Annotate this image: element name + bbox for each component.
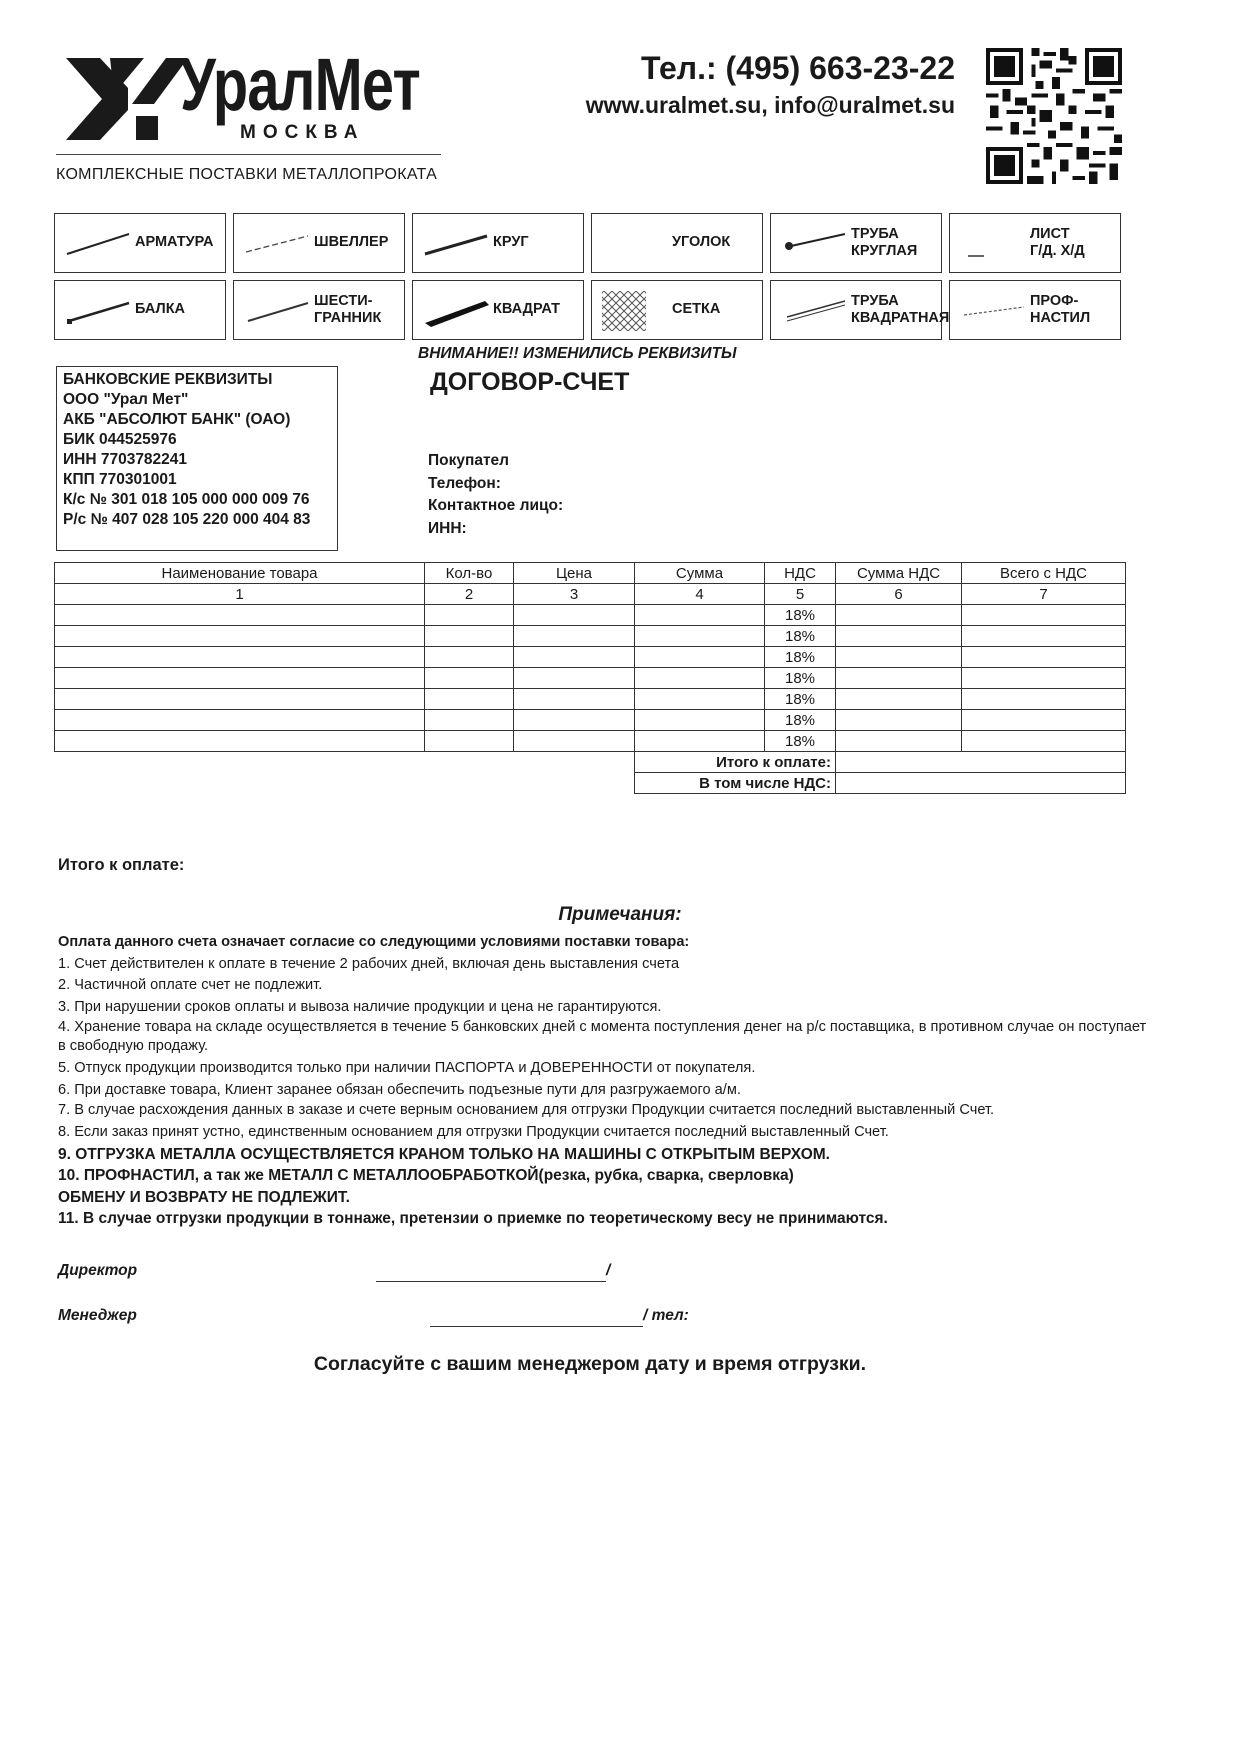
table-cell[interactable] <box>55 647 425 668</box>
buyer-inn-label: ИНН: <box>428 519 467 537</box>
buyer-label: Покупател <box>428 452 510 469</box>
table-cell[interactable] <box>55 731 425 752</box>
table-cell[interactable] <box>514 605 635 626</box>
category-label-line: КРУГЛАЯ <box>851 243 918 259</box>
tagline: КОМПЛЕКСНЫЕ ПОСТАВКИ МЕТАЛЛОПРОКАТА <box>56 166 438 183</box>
table-cell[interactable] <box>55 710 425 731</box>
category-label <box>314 214 400 272</box>
category-label <box>1030 281 1116 339</box>
category-label-line: АРМАТУРА <box>135 234 214 251</box>
notes-intro: Оплата данного счета означает согласие со следующими условиями поставки товара: <box>58 934 690 950</box>
director-signature-line[interactable] <box>376 1281 606 1282</box>
category-tile <box>949 213 1121 273</box>
notes-title: Примечания: <box>558 904 682 925</box>
square-bar-icon <box>421 291 493 331</box>
table-cell[interactable] <box>425 689 514 710</box>
square-pipe-icon <box>779 291 851 331</box>
category-tile <box>233 280 405 340</box>
category-label-line: СЕТКА <box>672 301 721 318</box>
category-label-line: УГОЛОК <box>672 234 731 251</box>
vat-rate-cell: 18% <box>765 626 836 647</box>
table-cell[interactable] <box>425 605 514 626</box>
spacer-cell <box>55 752 635 773</box>
note-item: 3. При нарушении сроков оплаты и вывоза наличие продукции и цена не гарантируются. <box>58 998 662 1015</box>
phone-number: Тел.: (495) 663-23-22 <box>641 50 955 86</box>
table-cell[interactable] <box>836 605 962 626</box>
note-item: 4. Хранение товара на складе осуществляется в течение 5 банковских дней с момента поступления денег на р/с поставщика, в противном случае он поступает в свободную продажу. <box>58 1019 1147 1054</box>
buyer-contact-label: Контактное лицо: <box>428 497 564 514</box>
table-cell[interactable] <box>836 710 962 731</box>
rebar-icon <box>63 224 135 264</box>
note-item: 1. Счет действителен к оплате в течение 2 рабочих дней, включая день выставления счета <box>58 955 680 972</box>
category-label-line: Г/Д. Х/Д <box>1030 243 1085 259</box>
table-cell[interactable] <box>514 668 635 689</box>
category-label <box>851 281 950 339</box>
bank-bik: БИК 044525976 <box>63 431 177 448</box>
column-header: Цена <box>514 563 635 584</box>
note-item: 8. Если заказ принят устно, единственным основанием для отгрузки Продукции считается последний выставленный Счет. <box>58 1124 889 1140</box>
vat-rate-cell: 18% <box>765 605 836 626</box>
category-label <box>1030 214 1116 272</box>
document-title: ДОГОВОР-СЧЕТ <box>430 368 630 396</box>
category-tile <box>233 213 405 273</box>
total-row <box>55 752 1126 773</box>
table-row <box>55 626 1126 647</box>
category-label-line: КВАДРАТ <box>493 301 560 318</box>
table-cell[interactable] <box>836 647 962 668</box>
table-cell[interactable] <box>55 626 425 647</box>
vat-total-row <box>55 773 1126 794</box>
category-label-line: ГРАННИК <box>314 310 382 326</box>
profiled-sheet-icon <box>958 291 1030 331</box>
column-header: Сумма НДС <box>836 563 962 584</box>
category-tile <box>412 213 584 273</box>
category-label-line: БАЛКА <box>135 301 186 318</box>
table-cell[interactable] <box>514 710 635 731</box>
items-table <box>54 562 1126 794</box>
total-row-label: Итого к оплате: <box>635 752 836 773</box>
note-item: 7. В случае расхождения данных в заказе и счете верным основанием для отгрузки Продукции считается последний выставленный Счет. <box>58 1102 995 1118</box>
table-cell[interactable] <box>425 731 514 752</box>
category-label-line: ТРУБА <box>851 292 899 309</box>
bank-title: БАНКОВСКИЕ РЕКВИЗИТЫ <box>63 371 273 388</box>
category-label-line: ТРУБА <box>851 225 899 242</box>
table-cell[interactable] <box>55 668 425 689</box>
vat-rate-cell: 18% <box>765 668 836 689</box>
table-cell[interactable] <box>635 731 765 752</box>
table-cell[interactable] <box>635 689 765 710</box>
table-cell[interactable] <box>962 626 1126 647</box>
footer-note: Согласуйте с вашим менеджером дату и время отгрузки. <box>313 1353 867 1375</box>
table-row <box>55 710 1126 731</box>
category-tile <box>591 280 763 340</box>
column-number: 2 <box>425 584 514 605</box>
beam-icon <box>63 291 135 331</box>
table-cell[interactable] <box>962 689 1126 710</box>
buyer-phone-label: Телефон: <box>428 474 501 492</box>
table-row <box>55 689 1126 710</box>
column-number: 1 <box>55 584 425 605</box>
vat-rate-cell: 18% <box>765 647 836 668</box>
hexagon-bar-icon <box>242 291 314 331</box>
bank-company: ООО "Урал Мет" <box>63 391 189 408</box>
note-item-10-cont: ОБМЕНУ И ВОЗВРАТУ НЕ ПОДЛЕЖИТ. <box>58 1188 350 1206</box>
table-cell[interactable] <box>425 710 514 731</box>
table-row <box>55 647 1126 668</box>
table-cell[interactable] <box>514 731 635 752</box>
buyer-fields <box>428 450 563 540</box>
table-cell[interactable] <box>514 626 635 647</box>
category-label <box>493 214 579 272</box>
table-header-row <box>55 563 1126 584</box>
notes-body <box>58 932 1148 1230</box>
table-row <box>55 731 1126 752</box>
table-cell[interactable] <box>962 710 1126 731</box>
logo-mark <box>66 58 188 140</box>
table-cell[interactable] <box>55 605 425 626</box>
column-number: 6 <box>836 584 962 605</box>
manager-signature-line[interactable] <box>430 1326 643 1327</box>
table-cell[interactable] <box>962 668 1126 689</box>
table-cell[interactable] <box>836 689 962 710</box>
category-label <box>314 281 400 339</box>
vat-total-row-label: В том числе НДС: <box>635 773 836 794</box>
mesh-icon <box>600 291 672 331</box>
table-cell[interactable] <box>55 689 425 710</box>
column-header: Наименование товара <box>55 563 425 584</box>
table-cell[interactable] <box>836 668 962 689</box>
table-cell[interactable] <box>635 668 765 689</box>
category-label <box>851 214 937 272</box>
table-cell[interactable] <box>836 626 962 647</box>
category-label-line: ПРОФ- <box>1030 292 1079 309</box>
manager-label: Менеджер <box>58 1307 137 1324</box>
category-tile <box>54 213 226 273</box>
column-header: Сумма <box>635 563 765 584</box>
table-cell[interactable] <box>425 626 514 647</box>
round-bar-icon <box>421 224 493 264</box>
director-slash: / <box>606 1262 611 1279</box>
note-item-9: 9. ОТГРУЗКА МЕТАЛЛА ОСУЩЕСТВЛЯЕТСЯ КРАНОМ ТОЛЬКО НА МАШИНЫ С ОТКРЫТЫМ ВЕРХОМ. <box>58 1145 830 1163</box>
category-tile <box>949 280 1121 340</box>
note-item-10: 10. ПРОФНАСТИЛ, а так же МЕТАЛЛ С МЕТАЛЛООБРАБОТКОЙ(резка, рубка, сварка, сверловка) <box>58 1167 794 1184</box>
table-number-row <box>55 584 1126 605</box>
table-cell[interactable] <box>425 647 514 668</box>
category-tile <box>412 280 584 340</box>
column-header: НДС <box>765 563 836 584</box>
category-label-line: КРУГ <box>493 234 529 251</box>
category-tile <box>770 213 942 273</box>
vat-total-row-value[interactable] <box>836 773 1126 794</box>
table-row <box>55 605 1126 626</box>
category-label <box>135 281 221 339</box>
manager-phone-label: / тел: <box>643 1307 689 1324</box>
table-cell[interactable] <box>425 668 514 689</box>
requisites-notice: ВНИМАНИЕ!! ИЗМЕНИЛИСЬ РЕКВИЗИТЫ <box>418 345 737 362</box>
category-label <box>135 214 221 272</box>
logo-divider <box>56 154 441 155</box>
bank-details-box <box>56 366 338 551</box>
qr-code-icon <box>986 48 1122 184</box>
table-cell[interactable] <box>635 710 765 731</box>
vat-rate-cell: 18% <box>765 689 836 710</box>
table-cell[interactable] <box>962 731 1126 752</box>
table-cell[interactable] <box>635 647 765 668</box>
table-cell[interactable] <box>635 605 765 626</box>
column-header: Всего с НДС <box>962 563 1126 584</box>
column-number: 4 <box>635 584 765 605</box>
column-header: Кол-во <box>425 563 514 584</box>
category-label-line: ШЕСТИ- <box>314 292 373 309</box>
note-item: 2. Частичной оплате счет не подлежит. <box>58 977 323 993</box>
note-item: 6. При доставке товара, Клиент заранее обязан обеспечить подъезные пути для разгружаемого а/м. <box>58 1081 741 1098</box>
sheet-icon <box>958 224 1030 264</box>
table-cell[interactable] <box>962 605 1126 626</box>
total-row-value[interactable] <box>836 752 1126 773</box>
category-tile <box>770 280 950 340</box>
website-email: www.uralmet.su, info@uralmet.su <box>585 92 955 118</box>
column-number: 5 <box>765 584 836 605</box>
channel-icon <box>242 224 314 264</box>
bank-correspondent-account: К/с № 301 018 105 000 000 009 76 <box>63 491 310 508</box>
round-pipe-icon <box>779 224 851 264</box>
category-tile <box>591 213 763 273</box>
category-label-line: ШВЕЛЛЕР <box>314 234 389 251</box>
category-label-line: ЛИСТ <box>1030 225 1070 242</box>
table-cell[interactable] <box>962 647 1126 668</box>
category-label <box>672 281 758 339</box>
note-item: 5. Отпуск продукции производится только при наличии ПАСПОРТА и ДОВЕРЕННОСТИ от покупателя. <box>58 1060 756 1076</box>
category-label <box>493 281 579 339</box>
table-cell[interactable] <box>836 731 962 752</box>
bank-kpp: КПП 770301001 <box>63 471 177 488</box>
director-label: Директор <box>58 1262 138 1279</box>
note-item-11: 11. В случае отгрузки продукции в тоннаже, претензии о приемке по теоретическому весу не принимаются. <box>58 1210 888 1227</box>
table-cell[interactable] <box>514 647 635 668</box>
spacer-cell <box>55 773 635 794</box>
vat-rate-cell: 18% <box>765 731 836 752</box>
category-label <box>672 214 758 272</box>
angle-icon <box>600 224 672 264</box>
bank-name: АКБ "АБСОЛЮТ БАНК" (ОАО) <box>63 411 291 428</box>
total-label: Итого к оплате: <box>58 856 185 874</box>
vat-rate-cell: 18% <box>765 710 836 731</box>
brand-name: УралМет <box>180 43 420 126</box>
category-tile <box>54 280 226 340</box>
category-label-line: НАСТИЛ <box>1030 310 1091 326</box>
brand-city: МОСКВА <box>240 122 365 143</box>
table-cell[interactable] <box>635 626 765 647</box>
category-label-line: КВАДРАТНАЯ <box>851 310 950 326</box>
column-number: 3 <box>514 584 635 605</box>
bank-settlement-account: Р/с № 407 028 105 220 000 404 83 <box>63 511 311 528</box>
table-cell[interactable] <box>514 689 635 710</box>
bank-inn: ИНН 7703782241 <box>63 451 188 468</box>
column-number: 7 <box>962 584 1126 605</box>
table-row <box>55 668 1126 689</box>
